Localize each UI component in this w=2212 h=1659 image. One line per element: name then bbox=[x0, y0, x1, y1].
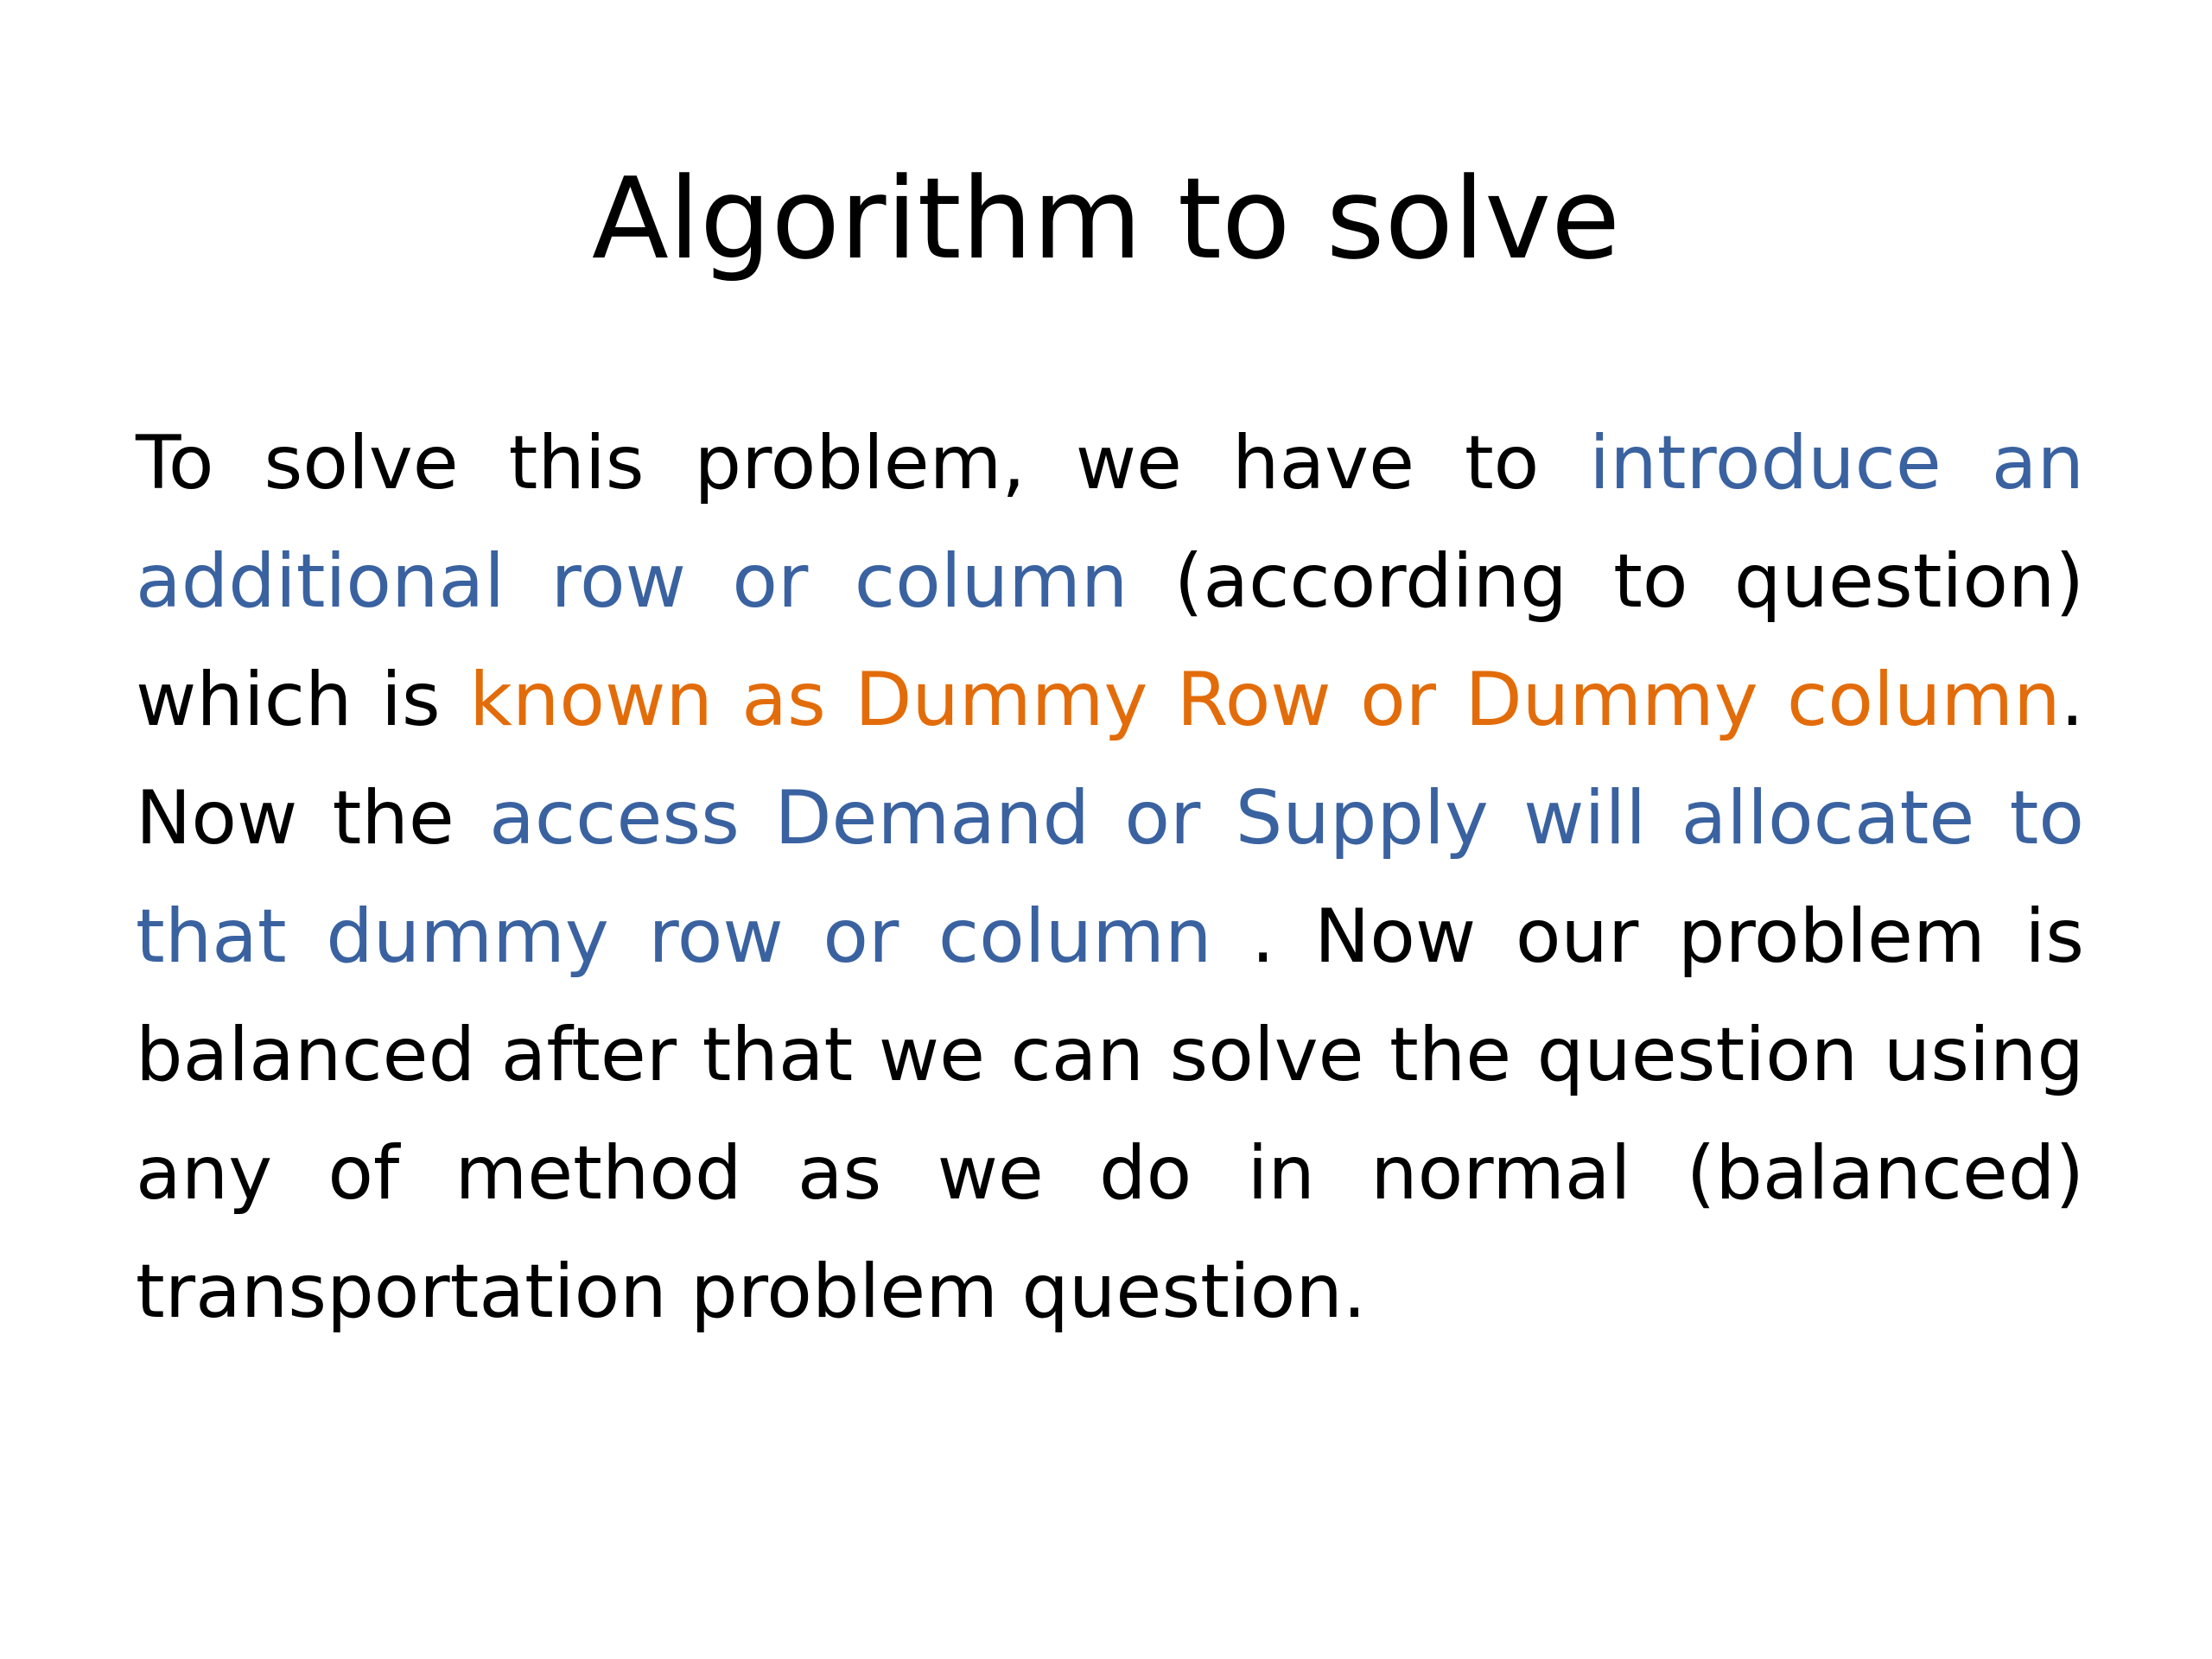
text-segment: . Now the bbox=[136, 657, 2084, 861]
highlight-segment-blue: access Demand or Supply will allocate to that dummy row or column bbox=[136, 775, 2084, 980]
text-segment: . Now our problem is balanced after that we can solve the question using any of method as we do in normal (balanced) transportation problem question. bbox=[136, 893, 2084, 1335]
text-segment: To solve this problem, we have to bbox=[136, 420, 1590, 506]
highlight-segment-orange: known as Dummy Row or Dummy column bbox=[469, 657, 2061, 743]
highlight-segment-blue: introduce an additional row or column bbox=[136, 420, 2084, 625]
text-segment: (according to question) which is bbox=[136, 538, 2084, 743]
slide-title: Algorithm to solve bbox=[591, 153, 1621, 284]
slide-body-paragraph bbox=[136, 404, 2084, 1351]
